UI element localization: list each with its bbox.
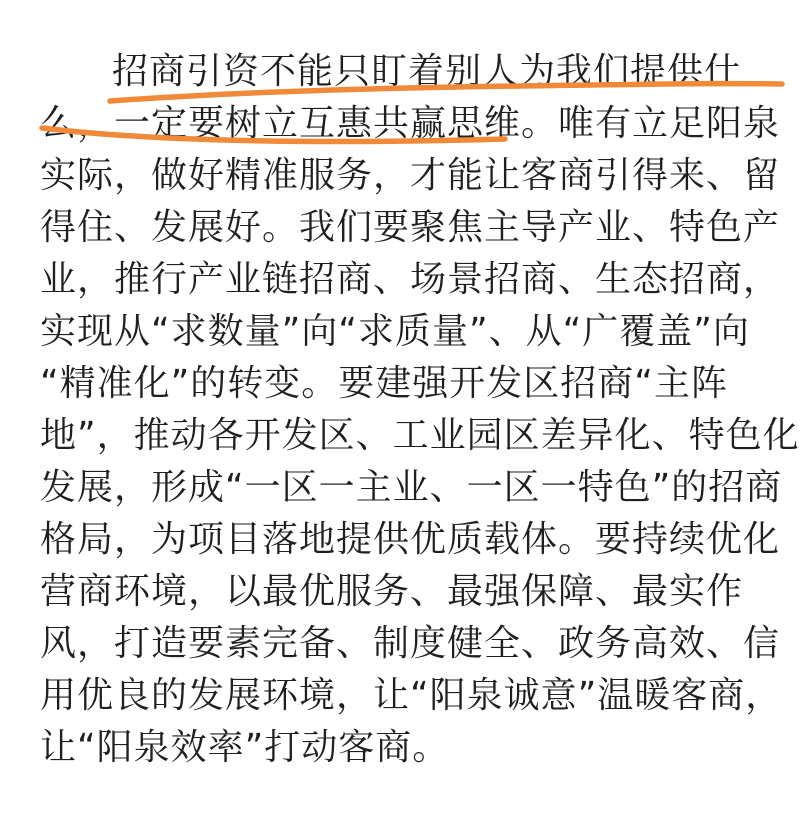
paragraph-line-6: 实现从“求数量”向“求质量”、从“广覆盖”向 [40,311,750,352]
paragraph-line-9: 发展，形成“一区一主业、一区一特色”的招商 [40,467,783,508]
paragraph-line-7: “精准化”的转变。要建强开发区招商“主阵 [40,363,728,404]
paragraph-line-5: 业，推行产业链招商、场景招商、生态招商， [40,259,781,300]
paragraph-line-8: 地”，推动各开发区、工业园区差异化、特色化 [40,415,800,456]
paragraph-line-1: 招商引资不能只盯着别人为我们提供什 [112,51,742,92]
paragraph-line-3: 实际，做好精准服务，才能让客商引得来、留 [40,155,781,196]
paragraph-line-14: 让“阳泉效率”打动客商。 [40,727,450,768]
paragraph-line-10: 格局，为项目落地提供优质载体。要持续优化 [40,519,781,560]
paragraph-line-13: 用优良的发展环境，让“阳泉诚意”温暖客商， [40,675,783,716]
paragraph-line-2: 么，一定要树立互惠共赢思维。唯有立足阳泉 [40,103,781,144]
paragraph-line-12: 风，打造要素完备、制度健全、政务高效、信 [40,623,781,664]
paragraph-line-4: 得住、发展好。我们要聚焦主导产业、特色产 [40,207,781,248]
paragraph-line-11: 营商环境，以最优服务、最强保障、最实作 [40,571,744,612]
article-paragraph [40,46,800,774]
